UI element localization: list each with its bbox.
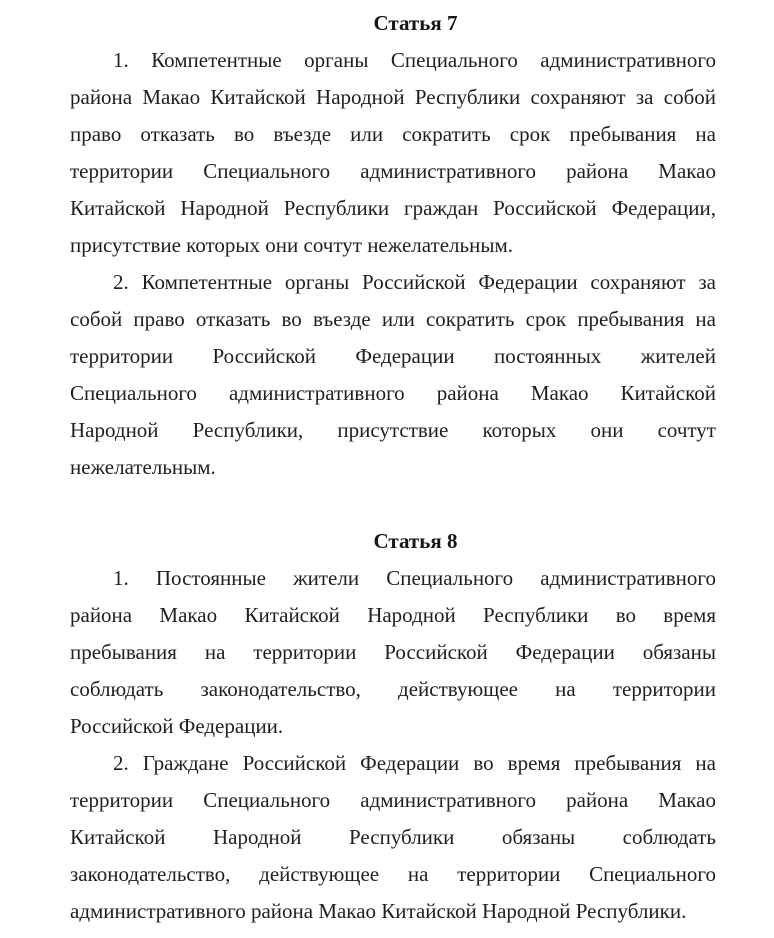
paragraph (70, 560, 716, 745)
paragraph (70, 745, 716, 930)
text-line: района Макао Китайской Народной Республики сохраняют за собой (70, 85, 716, 109)
text-line: 2. Компетентные органы Российской Федерации сохраняют за (113, 270, 716, 294)
text-line: соблюдать законодательство, действующее на территории (70, 677, 716, 701)
text-line: 1. Компетентные органы Специального административного (113, 48, 716, 72)
text-line: Народной Республики, присутствие которых они сочтут (70, 418, 716, 442)
text-line: района Макао Китайской Народной Республики во время (70, 603, 716, 627)
text-line: 1. Постоянные жители Специального административного (113, 566, 716, 590)
paragraph (70, 42, 716, 264)
text-line: Российской Федерации. (70, 714, 284, 738)
text-line: законодательство, действующее на территории Специального (70, 862, 716, 886)
text-line: 2. Граждане Российской Федерации во время пребывания на (113, 751, 716, 775)
text-line: административного района Макао Китайской Народной Республики. (70, 899, 687, 923)
text-line: право отказать во въезде или сократить срок пребывания на (70, 122, 716, 146)
text-line: территории Специального административного района Макао (70, 788, 716, 812)
article-8 (70, 523, 716, 930)
text-line: пребывания на территории Российской Федерации обязаны (70, 640, 716, 664)
article-heading: Статья 8 (373, 529, 458, 553)
text-line: собой право отказать во въезде или сократить срок пребывания на (70, 307, 716, 331)
text-line: Специального административного района Макао Китайской (70, 381, 716, 405)
article-heading: Статья 7 (373, 11, 458, 35)
text-line: территории Специального административного района Макао (70, 159, 716, 183)
text-line: Китайской Народной Республики обязаны соблюдать (70, 825, 716, 849)
paragraph (70, 264, 716, 486)
text-line: присутствие которых они сочтут нежелательным. (70, 233, 513, 257)
text-line: территории Российской Федерации постоянных жителей (70, 344, 716, 368)
text-line: Китайской Народной Республики граждан Российской Федерации, (70, 196, 716, 220)
text-line: нежелательным. (70, 455, 216, 479)
article-7 (70, 5, 716, 486)
